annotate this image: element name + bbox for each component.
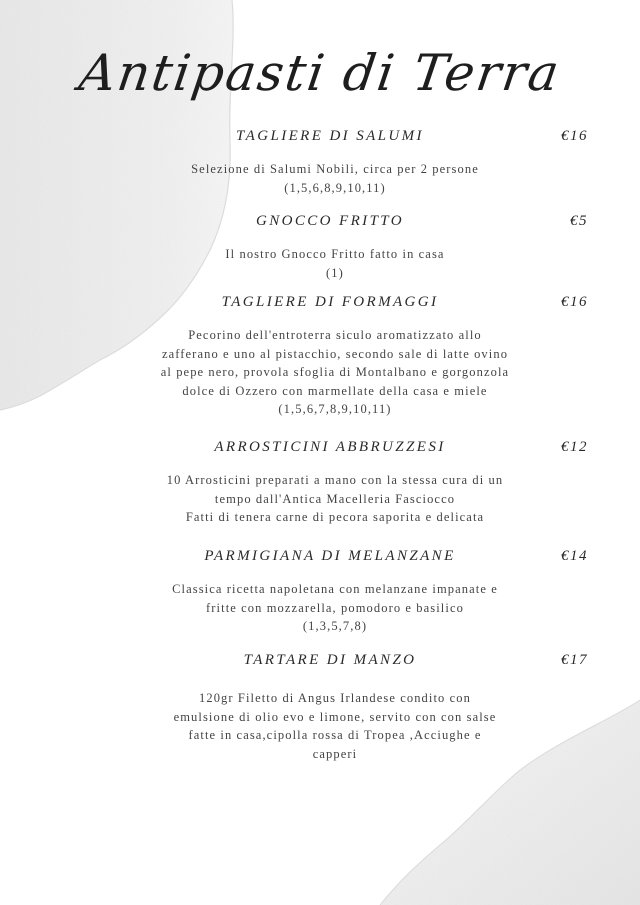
description-line: dolce di Ozzero con marmellate della casa e miele	[182, 383, 488, 398]
allergens-line: (1,5,6,8,9,10,11)	[284, 180, 386, 195]
description-line: fritte con mozzarella, pomodoro e basilico	[206, 600, 464, 615]
item-price-parmigiana-di-melanzane: €14	[561, 548, 588, 564]
menu-title: Antipasti di Terra	[75, 44, 565, 102]
description-line: Selezione di Salumi Nobili, circa per 2 persone	[191, 162, 479, 176]
allergens-line: (1,3,5,7,8)	[302, 619, 368, 633]
description-line: emulsione di olio evo e limone, servito con con salse	[173, 709, 497, 724]
item-price-arrosticini-abbruzzesi: €12	[561, 439, 588, 455]
item-price-gnocco-fritto: €5	[570, 213, 588, 229]
description-line: 120gr Filetto di Angus Irlandese condito con	[199, 691, 471, 705]
item-name-arrosticini-abbruzzesi: ARROSTICINI ABBRUZZESI	[214, 439, 446, 455]
description-line: al pepe nero, provola sfoglia di Montalbano e gorgonzola	[160, 365, 510, 379]
description-line: Pecorino dell'entroterra siculo aromatizzato allo	[188, 328, 482, 342]
item-name-gnocco-fritto: GNOCCO FRITTO	[255, 213, 405, 229]
item-name-tagliere-di-formaggi: TAGLIERE DI FORMAGGI	[221, 294, 439, 310]
item-name-tagliere-di-salumi: TAGLIERE DI SALUMI	[236, 128, 424, 144]
item-description-arrosticini-abbruzzesi	[130, 471, 540, 527]
item-description-gnocco-fritto	[130, 245, 540, 282]
description-line: capperi	[312, 746, 358, 761]
item-price-tagliere-di-formaggi: €16	[561, 294, 588, 310]
description-line: 10 Arrosticini preparati a mano con la stessa cura di un	[166, 473, 504, 487]
description-line: fatte in casa,cipolla rossa di Tropea ,Acciughe e	[188, 728, 482, 742]
item-name-parmigiana-di-melanzane: PARMIGIANA DI MELANZANE	[204, 548, 456, 564]
description-line: tempo dall'Antica Macelleria Fasciocco	[214, 491, 456, 506]
allergens-line: (1)	[326, 265, 344, 280]
item-price-tartare-di-manzo: €17	[561, 652, 588, 668]
description-line: zafferano e uno al pistacchio, secondo sale di latte ovino	[161, 346, 509, 361]
item-description-tagliere-di-formaggi	[130, 326, 540, 419]
description-line: Classica ricetta napoletana con melanzane impanate e	[172, 582, 498, 596]
description-line: Fatti di tenera carne di pecora saporita e delicata	[185, 510, 485, 524]
item-description-parmigiana-di-melanzane	[130, 580, 540, 636]
item-name-tartare-di-manzo: TARTARE DI MANZO	[243, 652, 417, 668]
allergens-line: (1,5,6,7,8,9,10,11)	[278, 402, 392, 416]
description-line: Il nostro Gnocco Fritto fatto in casa	[225, 247, 445, 261]
item-description-tagliere-di-salumi	[130, 160, 540, 197]
item-description-tartare-di-manzo	[130, 689, 540, 763]
item-price-tagliere-di-salumi: €16	[561, 128, 588, 144]
